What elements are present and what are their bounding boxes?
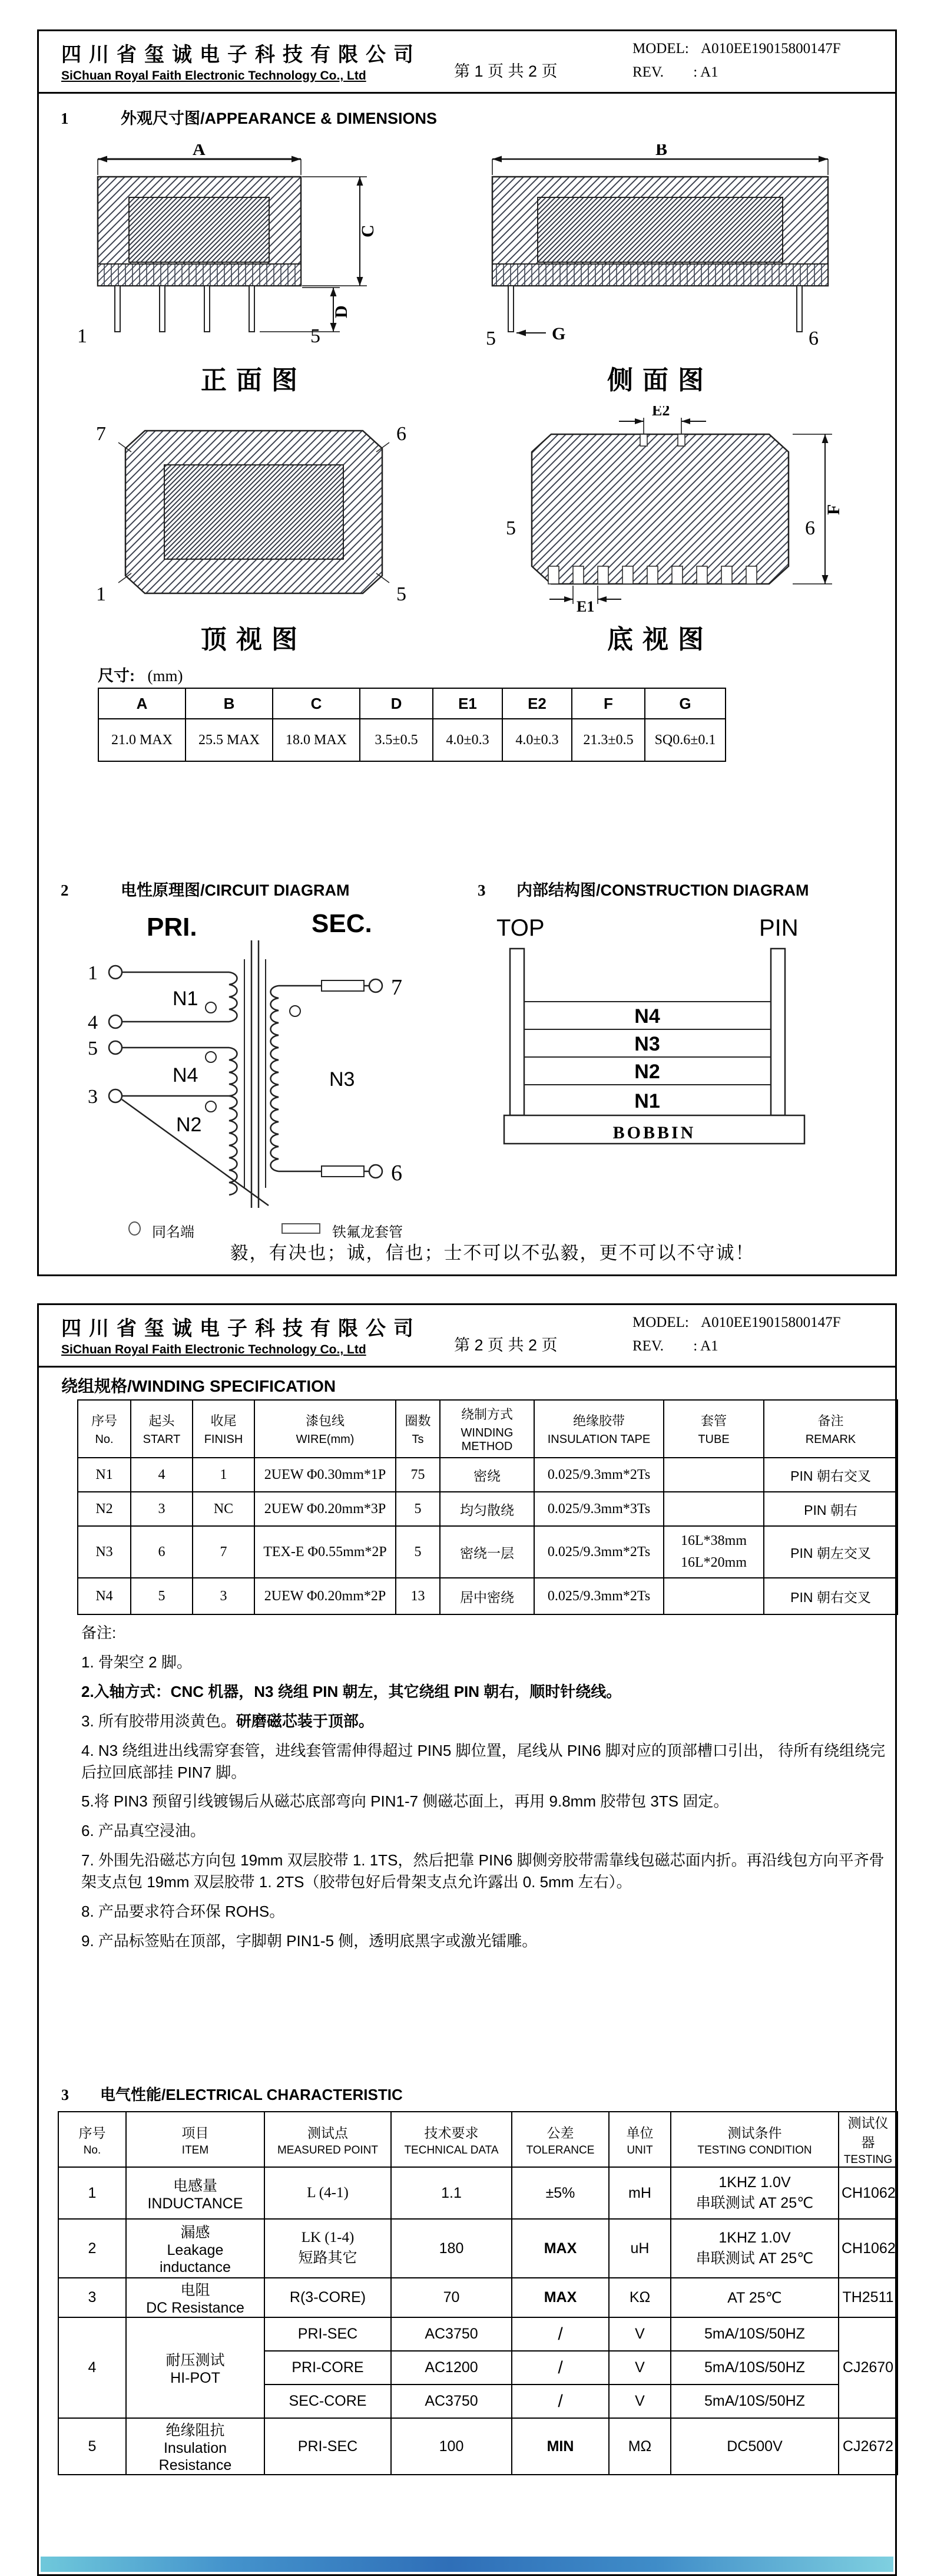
section3-title [478, 877, 809, 900]
cell: R(3-CORE) [264, 2278, 391, 2317]
core-lines [244, 940, 266, 1208]
cell: 0.025/9.3mm*2Ts [534, 1578, 664, 1614]
cell: 5 [396, 1492, 440, 1526]
circuit-pin-4: 4 [88, 1012, 98, 1033]
cell: / [512, 2317, 609, 2351]
cell: AT 25℃ [671, 2278, 839, 2317]
winding-spec-title: 绕组规格/WINDING SPECIFICATION [61, 1377, 336, 1395]
layer-n3: N3 [634, 1033, 660, 1055]
electrical-row-5 [58, 2418, 897, 2475]
svg-text:B: B [655, 144, 668, 159]
note-6: 6. 产品真空浸油。 [81, 1822, 206, 1840]
col-measured-point: 测试点 MEASURED POINT [264, 2112, 391, 2167]
bottom-view-label: 底视图 [607, 625, 713, 654]
side-dim-g [516, 324, 565, 344]
col-testing-condition: 测试条件 TESTING CONDITION [671, 2112, 839, 2167]
col-G: G [645, 688, 726, 719]
construction-pin-label: PIN [759, 915, 799, 941]
front-dim-a [98, 144, 301, 175]
cell: 13 [396, 1578, 440, 1614]
bottom-dim-f [793, 434, 843, 584]
page-number-info: 第 2 页 共 2 页 [454, 1336, 558, 1354]
polarity-dot-icon [128, 1221, 141, 1236]
cell: N1 [78, 1458, 131, 1492]
col-testing-instrument: 测试仪器 TESTING [839, 2112, 897, 2167]
col-finish: 收尾 FINISH [193, 1400, 254, 1458]
cell: 5 [131, 1578, 193, 1614]
top-pin-1: 1 [96, 583, 106, 605]
svg-text:C: C [358, 224, 377, 237]
rev-row [632, 64, 718, 81]
sec-label: SEC. [312, 909, 372, 938]
cell [664, 1578, 764, 1614]
circuit-pin-3: 3 [88, 1086, 98, 1108]
dimension-value-row [98, 719, 726, 761]
circuit-diagram [71, 906, 448, 1213]
legend-tube-label: 铁氟龙套管 [332, 1224, 403, 1240]
col-A: A [98, 688, 186, 719]
model-value: A010EE19015800147F [701, 1315, 841, 1330]
model-value: A010EE19015800147F [701, 41, 841, 57]
layer-n2: N2 [634, 1061, 660, 1083]
rev-label: REV. [632, 64, 664, 80]
cell: PRI-SEC [264, 2317, 391, 2351]
notes-title: 备注: [81, 1624, 117, 1642]
electrical-header-row [58, 2112, 897, 2167]
electrical-table [58, 2111, 898, 2475]
section2-title [61, 877, 349, 900]
cell: 25.5 MAX [186, 719, 273, 761]
cell: NC [193, 1492, 254, 1526]
cell: PRI-SEC [264, 2418, 391, 2475]
top-pin-7: 7 [96, 423, 106, 445]
bottom-dim-e1 [549, 586, 621, 612]
electrical-row-1 [58, 2167, 897, 2219]
bottom-pin-6: 6 [805, 517, 815, 539]
cell: CH1062 [839, 2167, 897, 2219]
cell: 5mA/10S/50HZ [671, 2351, 839, 2385]
col-ts: 圈数 Ts [396, 1400, 440, 1458]
winding-n4-label: N4 [173, 1064, 198, 1086]
note-8: 8. 产品要求符合环保 ROHS。 [81, 1903, 285, 1921]
cell: PIN 朝右交叉 [764, 1578, 897, 1614]
cell: 3 [193, 1578, 254, 1614]
cell: / [512, 2385, 609, 2418]
col-tape: 绝缘胶带 INSULATION TAPE [534, 1400, 664, 1458]
rev-value: : A1 [693, 64, 718, 80]
winding-row-n2 [78, 1492, 897, 1526]
cell: 6 [131, 1526, 193, 1578]
cell: N3 [78, 1526, 131, 1578]
cell: CJ2672 [839, 2418, 897, 2475]
cell: 70 [391, 2278, 512, 2317]
cell: 7 [193, 1526, 254, 1578]
circuit-pin-1: 1 [88, 962, 98, 984]
winding-row-n1 [78, 1458, 897, 1492]
cell: 100 [391, 2418, 512, 2475]
cell: 16L*38mm 16L*20mm [664, 1526, 764, 1578]
col-tolerance: 公差 TOLERANCE [512, 2112, 609, 2167]
col-E1: E1 [433, 688, 502, 719]
svg-text:F: F [824, 504, 843, 515]
page1-header [39, 31, 895, 94]
col-D: D [360, 688, 433, 719]
cell: V [609, 2385, 671, 2418]
col-start: 起头 START [131, 1400, 193, 1458]
bottom-dim-e2 [619, 406, 706, 434]
top-view-label: 顶视图 [201, 625, 307, 654]
cell: 3.5±0.5 [360, 719, 433, 761]
section1-text: 外观尺寸图/APPEARANCE & DIMENSIONS [121, 110, 438, 127]
front-body [98, 177, 301, 332]
cell: 1 [193, 1458, 254, 1492]
section2-text: 电性原理图/CIRCUIT DIAGRAM [121, 881, 350, 899]
electrical-row-3 [58, 2278, 897, 2317]
model-label: MODEL: [632, 1315, 689, 1330]
cell: 5mA/10S/50HZ [671, 2317, 839, 2351]
winding-n1-label: N1 [173, 988, 198, 1010]
cell: 5 [396, 1526, 440, 1578]
secondary-winding [271, 979, 383, 1178]
col-remark: 备注 REMARK [764, 1400, 897, 1458]
col-F: F [572, 688, 645, 719]
company-name-cn: 四川省玺诚电子科技有限公司 [61, 44, 421, 66]
note-7: 7. 外围先沿磁芯方向包 19mm 双层胶带 1. 1TS，然后把靠 PIN6 脚侧旁胶带需靠线包磁芯面内折。再沿线包方向平齐骨架支点包 19mm 双层胶带 1. 2TS（胶带包好后骨架支点允许露出 0. 5mm 左右）。 [81, 1851, 885, 1891]
cell: 均匀散绕 [440, 1492, 534, 1526]
model-label: MODEL: [632, 41, 689, 57]
company-name-cn: 四川省玺诚电子科技有限公司 [61, 1317, 421, 1340]
winding-table [77, 1399, 898, 1615]
col-method: 绕制方式 WINDING METHOD [440, 1400, 534, 1458]
svg-text:G: G [552, 324, 566, 344]
cell: DC500V [671, 2418, 839, 2475]
cell: 21.0 MAX [98, 719, 186, 761]
cell: 2UEW Φ0.20mm*2P [254, 1578, 396, 1614]
cell: 耐压测试 HI-POT [126, 2317, 264, 2418]
side-pin-6: 6 [809, 328, 819, 349]
top-body [118, 431, 389, 593]
layer-n4: N4 [634, 1005, 660, 1028]
electrical-section-number: 3 [61, 2086, 69, 2103]
circuit-legend [127, 1220, 575, 1239]
cell: MAX [512, 2219, 609, 2278]
cell: 2UEW Φ0.20mm*3P [254, 1492, 396, 1526]
cell: TEX-E Φ0.55mm*2P [254, 1526, 396, 1578]
company-name-en: SiChuan Royal Faith Electronic Technology Co., Ltd [61, 69, 366, 82]
cell: CJ2670 [839, 2317, 897, 2418]
section1-number: 1 [61, 110, 69, 127]
col-technical-data: 技术要求 TECHNICAL DATA [391, 2112, 512, 2167]
cell: 1KHZ 1.0V 串联测试 AT 25℃ [671, 2219, 839, 2278]
cell: AC1200 [391, 2351, 512, 2385]
winding-row-n3 [78, 1526, 897, 1578]
cell: 21.3±0.5 [572, 719, 645, 761]
layer-n1: N1 [634, 1090, 660, 1112]
cell: 180 [391, 2219, 512, 2278]
cell: SEC-CORE [264, 2385, 391, 2418]
dimension-table [98, 688, 726, 762]
top-pin-6: 6 [396, 423, 406, 445]
cell: 0.025/9.3mm*3Ts [534, 1492, 664, 1526]
cell: CH1062 [839, 2219, 897, 2278]
svg-text:E2: E2 [652, 406, 670, 419]
cell: PIN 朝左交叉 [764, 1526, 897, 1578]
section3-number: 3 [478, 881, 486, 899]
company-name-en: SiChuan Royal Faith Electronic Technology Co., Ltd [61, 1343, 366, 1356]
cell: 18.0 MAX [273, 719, 360, 761]
cell: V [609, 2351, 671, 2385]
teflon-tube-icon [281, 1223, 320, 1234]
bottom-body [532, 434, 789, 584]
cell: 绝缘阻抗 Insulation Resistance [126, 2418, 264, 2475]
cell: 4 [131, 1458, 193, 1492]
cell: AC3750 [391, 2317, 512, 2351]
cell: SQ0.6±0.1 [645, 719, 726, 761]
col-wire: 漆包线 WIRE(mm) [254, 1400, 396, 1458]
cell: 0.025/9.3mm*2Ts [534, 1458, 664, 1492]
cell: 3 [131, 1492, 193, 1526]
winding-header-row [78, 1400, 897, 1458]
model-row [632, 41, 841, 57]
construction-diagram [489, 912, 819, 1148]
cell: ±5% [512, 2167, 609, 2219]
circuit-pin-7: 7 [391, 975, 402, 1000]
bottom-view-drawing [472, 406, 849, 612]
side-view-label: 侧面图 [607, 366, 713, 395]
construction-top-label: TOP [496, 915, 545, 941]
col-no: 序号 No. [58, 2112, 126, 2167]
svg-text:D: D [332, 305, 351, 318]
cell: 密绕 [440, 1458, 534, 1492]
cell: 居中密绕 [440, 1578, 534, 1614]
side-dim-b [492, 144, 828, 175]
cell: L (4-1) [264, 2167, 391, 2219]
cell: 电阻 DC Resistance [126, 2278, 264, 2317]
bobbin-label: BOBBIN [612, 1123, 696, 1142]
col-item: 项目 ITEM [126, 2112, 264, 2167]
cell: PIN 朝右交叉 [764, 1458, 897, 1492]
cell: PIN 朝右 [764, 1492, 897, 1526]
col-C: C [273, 688, 360, 719]
cell: PRI-CORE [264, 2351, 391, 2385]
cell: 0.025/9.3mm*2Ts [534, 1526, 664, 1578]
cell: 1.1 [391, 2167, 512, 2219]
top-pin-5: 5 [396, 583, 406, 605]
note-3: 3. 所有胶带用淡黄色。研磨磁芯装于顶部。 [81, 1712, 374, 1730]
note-4: 4. N3 绕组进出线需穿套管，进线套管需伸得超过 PIN5 脚位置，尾线从 PIN6 脚对应的顶部槽口引出， 待所有绕组绕完后拉回底部挂 PIN7 脚。 [81, 1741, 886, 1781]
cell [664, 1458, 764, 1492]
cell: 4.0±0.3 [502, 719, 572, 761]
svg-text:A: A [193, 144, 206, 159]
electrical-section-text: 电气性能/ELECTRICAL CHARACTERISTIC [100, 2086, 403, 2103]
section1-title [61, 105, 437, 128]
dimension-caption: 尺寸: (mm) [98, 667, 183, 685]
cell: 5 [58, 2418, 126, 2475]
page2-header [39, 1305, 895, 1368]
cell: mH [609, 2167, 671, 2219]
cell: 5mA/10S/50HZ [671, 2385, 839, 2418]
scan-artifact-bar [41, 2557, 893, 2572]
col-E2: E2 [502, 688, 572, 719]
notes-block [81, 1622, 895, 1960]
cell: 2UEW Φ0.30mm*1P [254, 1458, 396, 1492]
cell: TH2511 [839, 2278, 897, 2317]
side-view-drawing [472, 144, 849, 351]
front-pin-5: 5 [310, 325, 320, 347]
page-2 [37, 1303, 897, 2576]
electrical-row-2 [58, 2219, 897, 2278]
cell: 75 [396, 1458, 440, 1492]
model-row [632, 1315, 841, 1331]
cell: 漏感 Leakage inductance [126, 2219, 264, 2278]
front-dim-d [260, 288, 351, 332]
cell: 3 [58, 2278, 126, 2317]
circuit-pin-5: 5 [88, 1038, 98, 1059]
front-view-label: 正面图 [201, 366, 307, 395]
winding-row-n4 [78, 1578, 897, 1614]
electrical-section-title [61, 2083, 403, 2105]
cell: / [512, 2351, 609, 2385]
cell: V [609, 2317, 671, 2351]
cell: 1 [58, 2167, 126, 2219]
note-5: 5.将 PIN3 预留引线镀锡后从磁芯底部弯向 PIN1-7 侧磁芯面上，再用 9.8mm 胶带包 3TS 固定。 [81, 1792, 729, 1811]
cell: 密绕一层 [440, 1526, 534, 1578]
cell: 4 [58, 2317, 126, 2418]
rev-value: : A1 [693, 1338, 718, 1354]
cell: MAX [512, 2278, 609, 2317]
side-body [492, 177, 828, 332]
cell: 1KHZ 1.0V 串联测试 AT 25℃ [671, 2167, 839, 2219]
winding-n3-label: N3 [329, 1068, 355, 1091]
front-view-drawing [65, 144, 442, 351]
cell: N4 [78, 1578, 131, 1614]
cell: uH [609, 2219, 671, 2278]
bottom-pin-5: 5 [506, 517, 516, 539]
cell: KΩ [609, 2278, 671, 2317]
legend-dot-label: 同名端 [152, 1224, 194, 1240]
cell: LK (1-4) 短路其它 [264, 2219, 391, 2278]
rev-row [632, 1338, 718, 1355]
cell [664, 1492, 764, 1526]
col-B: B [186, 688, 273, 719]
front-pin-1: 1 [77, 325, 87, 347]
front-dim-c [302, 177, 377, 286]
svg-text:E1: E1 [577, 598, 595, 612]
note-1: 1. 骨架空 2 脚。 [81, 1653, 192, 1671]
cell: 4.0±0.3 [433, 719, 502, 761]
col-no: 序号 No. [78, 1400, 131, 1458]
col-unit: 单位 UNIT [609, 2112, 671, 2167]
cell: MIN [512, 2418, 609, 2475]
top-view-drawing [65, 406, 442, 612]
winding-n2-label: N2 [176, 1114, 202, 1136]
cell: AC3750 [391, 2385, 512, 2418]
col-tube: 套管 TUBE [664, 1400, 764, 1458]
company-motto: 毅，有决也；诚，信也；士不可以不弘毅，更不可以不守诚！ [230, 1243, 755, 1263]
note-9: 9. 产品标签贴在顶部，字脚朝 PIN1-5 侧，透明底黑字或激光镭雕。 [81, 1931, 538, 1950]
electrical-row-4a [58, 2317, 897, 2351]
cell: 2 [58, 2219, 126, 2278]
pri-label: PRI. [147, 913, 197, 942]
page-1 [37, 29, 897, 1276]
circuit-pin-6: 6 [391, 1161, 402, 1185]
cell: N2 [78, 1492, 131, 1526]
section3-text: 内部结构图/CONSTRUCTION DIAGRAM [516, 881, 809, 899]
page-number-info: 第 1 页 共 2 页 [454, 62, 558, 80]
side-pin-5: 5 [486, 328, 496, 349]
section2-number: 2 [61, 881, 69, 899]
note-2: 2.入轴方式：CNC 机器，N3 绕组 PIN 朝左，其它绕组 PIN 朝右，顺时针绕线。 [81, 1682, 622, 1700]
rev-label: REV. [632, 1338, 664, 1354]
dimension-header-row [98, 688, 726, 719]
cell: 电感量 INDUCTANCE [126, 2167, 264, 2219]
cell: MΩ [609, 2418, 671, 2475]
